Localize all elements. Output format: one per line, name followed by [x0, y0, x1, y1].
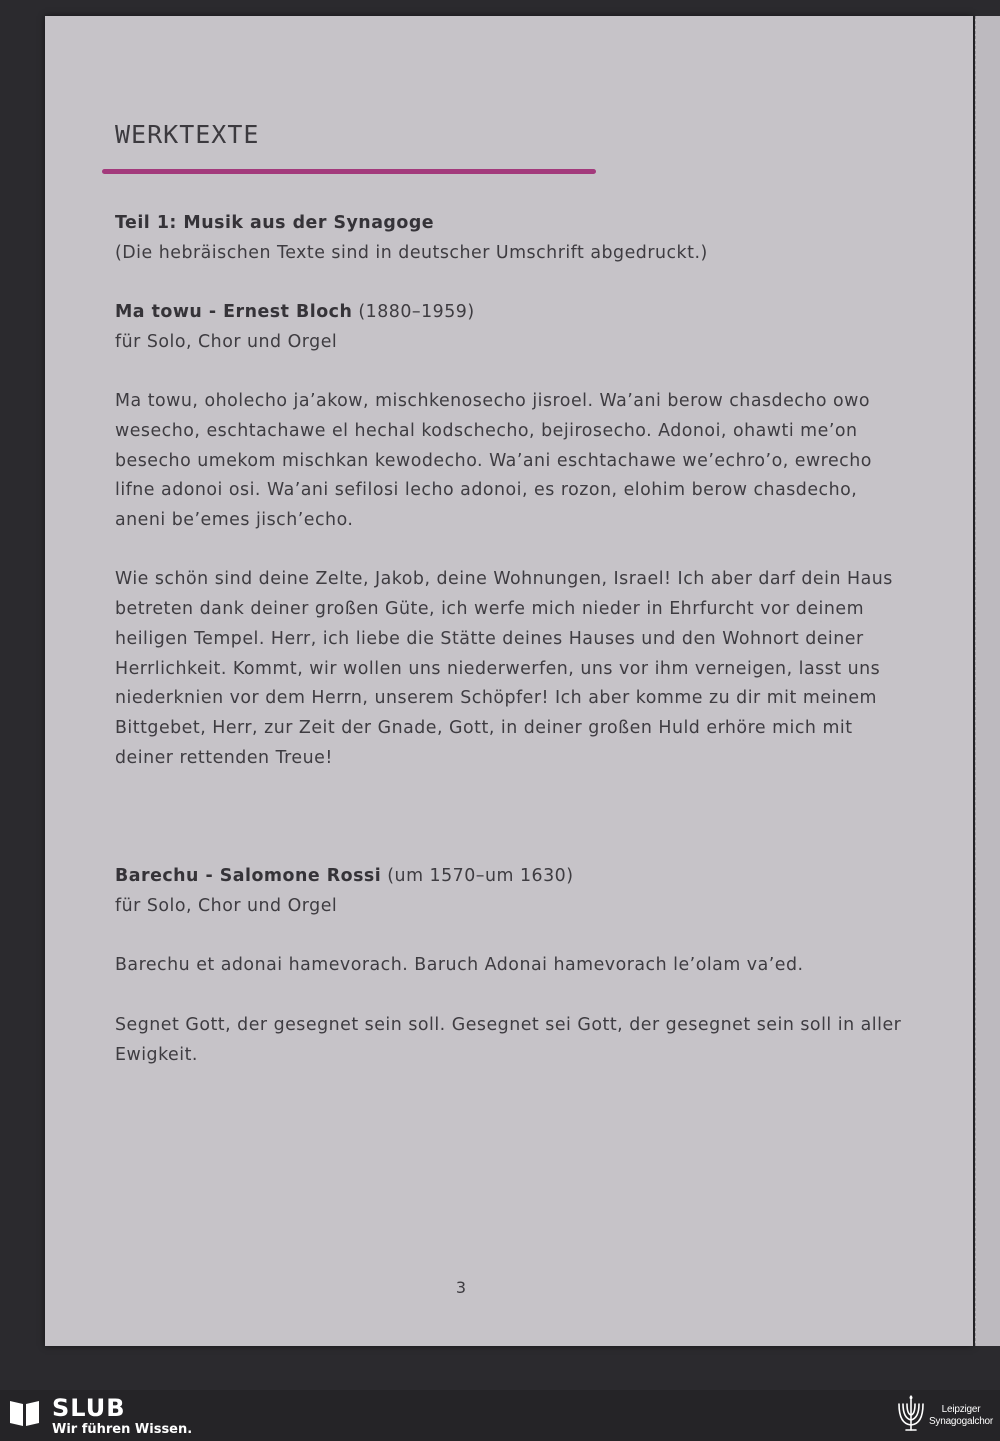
work-original-text: Ma towu, oholecho ja’akow, mischkenosecho jisroel. Wa’ani berow chasdecho owo wesecho, eschtachawe el hechal kodschecho, bejirosecho. Adonoi, ohawti me’on besecho umekom mischkan kewodecho. Wa’ani eschtachawe we’echro’o, ewrecho lifne adonoi osi. Wa’ani sefilosi lecho adonoi, es rozon, elohim berow chasdecho, aneni be’emes jisch’echo.	[115, 391, 872, 530]
page-number: 3	[455, 1278, 467, 1297]
page-heading: WERKTEXTE	[115, 120, 260, 149]
adjacent-page-edge	[975, 16, 1000, 1346]
work-heading	[115, 862, 905, 892]
book-icon	[8, 1398, 42, 1428]
work-scoring: für Solo, Chor und Orgel	[115, 331, 338, 352]
work-translation: Segnet Gott, der gesegnet sein soll. Gesegnet sei Gott, der gesegnet sein soll in aller Ewigkeit.	[115, 1014, 902, 1065]
library-slogan: Wir führen Wissen.	[52, 1422, 193, 1437]
part-title: Teil 1: Musik aus der Synagoge	[115, 213, 435, 233]
work-title: Barechu - Salomone Rossi	[115, 866, 382, 887]
page-content	[115, 209, 905, 1070]
work-title: Ma towu - Ernest Bloch	[115, 302, 353, 323]
heading-underline	[102, 169, 596, 174]
library-name: SLUB	[52, 1394, 126, 1422]
viewer-footer	[0, 1390, 1000, 1441]
work-dates: (1880–1959)	[352, 302, 475, 323]
work-translation: Wie schön sind deine Zelte, Jakob, deine Wohnungen, Israel! Ich aber darf dein Haus betreten dank deiner großen Güte, ich werfe mich nieder in Ehrfurcht vor deinem heiligen Tempel. Herr, ich liebe die Stätte deines Hauses und den Wohnort deiner Herrlichkeit. Kommt, wir wollen uns niederwerfen, uns vor ihm verneigen, lasst uns niederknien vor dem Herrn, unserem Schöpfer! Ich aber komme zu dir mit meinem Bittgebet, Herr, zur Zeit der Gnade, Gott, in deiner großen Huld erhöre mich mit deiner rettenden Treue!	[115, 569, 893, 768]
work-heading	[115, 298, 905, 328]
choir-line1: Leipziger	[941, 1404, 981, 1415]
work-scoring: für Solo, Chor und Orgel	[115, 896, 338, 917]
choir-name	[922, 1404, 1000, 1428]
work-dates: (um 1570–um 1630)	[381, 866, 574, 887]
choir-line2: Synagogalchor	[928, 1416, 994, 1427]
part-note: (Die hebräischen Texte sind in deutscher Umschrift abgedruckt.)	[115, 242, 708, 263]
booklet-page	[45, 16, 973, 1346]
work-original-text: Barechu et adonai hamevorach. Baruch Adonai hamevorach le’olam va’ed.	[115, 955, 804, 976]
